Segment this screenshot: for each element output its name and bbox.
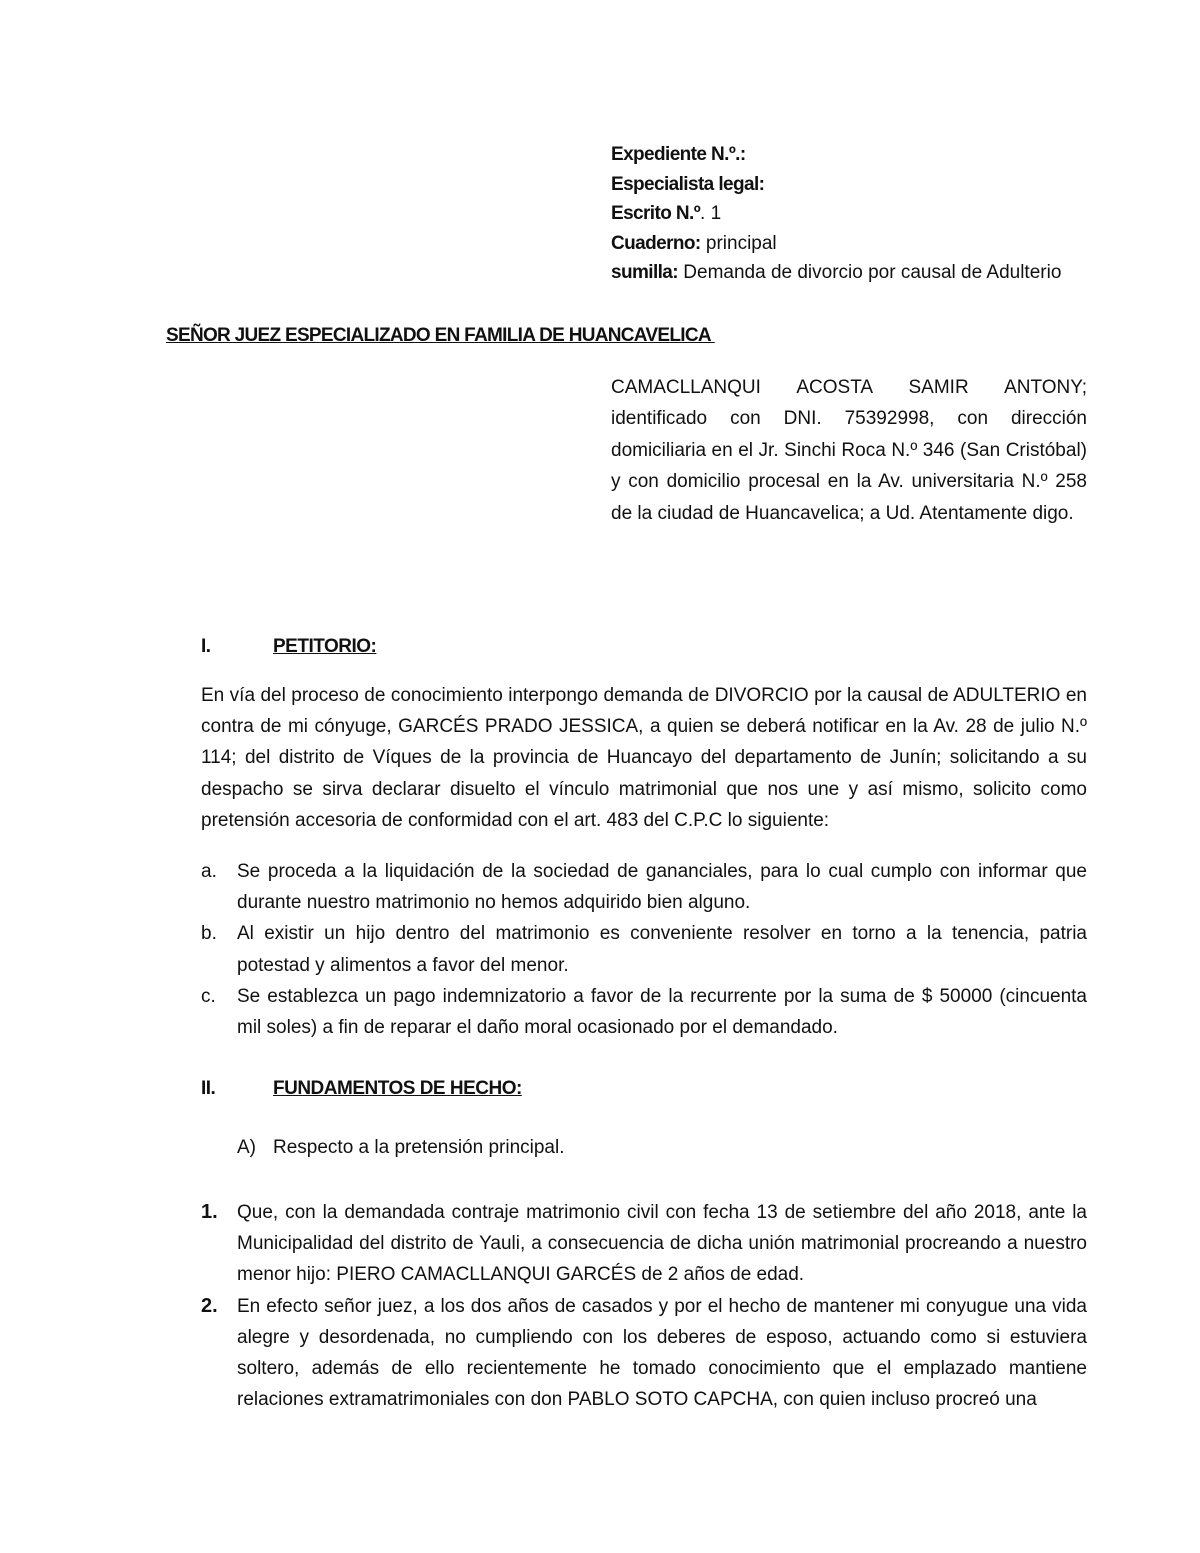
especialista-line: Especialista legal: <box>611 173 765 195</box>
case-header <box>611 140 1061 288</box>
document-page: Expediente N.º.: Especialista legal: Escrito N.º. 1 Cuaderno: principal sumilla: Demanda de divorcio por causal de Adulterio SEÑOR JUEZ ESPECIALIZADO EN FAMILIA DE HUANCAVELICA CAMACLLANQUI ACOSTA SAMIR ANTONY; identificado con DNI. 75392998, con dirección domiciliaria en el Jr. Sinchi Roca N.º 346 (San Cristóbal) y con domicilio procesal en la Av. universitaria N.º 258 de la ciudad de Huancavelica; a Ud. Atentamente digo. I. PETITORIO: En vía del proceso de conocimiento interpongo demanda de DIVORCIO por la causal de ADULTERIO en contra de mi cónyuge, GARCÉS PRADO JESSICA, a quien se deberá notificar en la Av. 28 de julio N.º 114; del distrito de Víques de la provincia de Huancayo del departamento de Junín; solicitando a su despacho se sirva declarar disuelto el vínculo matrimonial que nos une y así mismo, solicito como pretensión accesoria de conformidad con el art. 483 del C.P.C lo siguiente: a. Se proceda a la liquidación de la sociedad de gananciales, para lo cual cumplo con informar que durante nuestro matrimonio no hemos adquirido bien alguno. b. Al existir un hijo dentro del matrimonio es conveniente resolver en torno a la tenencia, patria potestad y alimentos a favor del menor. c. Se establezca un pago indemnizatorio a favor de la recurrente por la suma de $ 50000 (cincuenta mil soles) a fin de reparar el daño moral ocasionado por el demandado. II. FUNDAMENTOS DE HECHO: A) Respecto a la pretensión principal. 1. Que, con la demandada contraje matrimonio civil con fecha 13 de setiembre del año 2018, ante la Municipalidad del distrito de Yauli, a consecuencia de dicha unión matrimonial procreando a nuestro menor hijo: PIERO CAMACLLANQUI GARCÉS de 2 años de edad. 2. En efecto señor juez, a los dos años de casados y por el hecho de mantener mi conyugue una vida alegre y desordenada, no cumpliendo con los deberes de esposo, actuando como si estuviera soltero, además de ello recientemente he tomado conocimiento que el emplazado mantiene relaciones extramatrimoniales con don PABLO SOTO CAPCHA, con quien incluso procreó una <box>0 0 1200 1553</box>
cuaderno-line: Cuaderno: principal <box>611 232 777 254</box>
petitorio-paragraph: En vía del proceso de conocimiento interpongo demanda de DIVORCIO por la causal de ADULTERIO en contra de mi cónyuge, GARCÉS PRADO JESSICA, a quien se deberá notificar en la Av. 28 de julio N.º 114; del distrito de Víques de la provincia de Huancayo del departamento de Junín; solicitando a su despacho se sirva declarar disuelto el vínculo matrimonial que nos une y así mismo, solicito como pretensión accesoria de conformidad con el art. 483 del C.P.C lo siguiente: <box>201 685 1087 831</box>
court-addressee-title: SEÑOR JUEZ ESPECIALIZADO EN FAMILIA DE HUANCAVELICA <box>166 325 715 346</box>
list-item: a. Se proceda a la liquidación de la sociedad de gananciales, para lo cual cumplo con informar que durante nuestro matrimonio no hemos adquirido bien alguno. <box>201 861 1087 914</box>
list-item: 2. En efecto señor juez, a los dos años de casados y por el hecho de mantener mi conyugue una vida alegre y desordenada, no cumpliendo con los deberes de esposo, actuando como si estuviera soltero, además de ello recientemente he tomado conocimiento que el emplazado mantiene relaciones extramatrimoniales con don PABLO SOTO CAPCHA, con quien incluso procreó una <box>201 1294 1087 1411</box>
list-item: b. Al existir un hijo dentro del matrimonio es conveniente resolver en torno a la tenencia, patria potestad y alimentos a favor del menor. <box>201 923 1087 976</box>
facts-list <box>201 1197 1087 1415</box>
list-item: 1. Que, con la demandada contraje matrimonio civil con fecha 13 de setiembre del año 2018, ante la Municipalidad del distrito de Yauli, a consecuencia de dicha unión matrimonial procreando a nuestro menor hijo: PIERO CAMACLLANQUI GARCÉS de 2 años de edad. <box>201 1201 1087 1286</box>
escrito-line: Escrito N.º. 1 <box>611 203 722 224</box>
sumilla-line: sumilla: Demanda de divorcio por causal de Adulterio <box>611 262 1062 283</box>
subsection-principal: A) Respecto a la pretensión principal. <box>237 1137 565 1158</box>
petitorio-list <box>201 856 1087 1043</box>
plaintiff-identification: CAMACLLANQUI ACOSTA SAMIR ANTONY; identificado con DNI. 75392998, con dirección domiciliaria en el Jr. Sinchi Roca N.º 346 (San Cristóbal) y con domicilio procesal en la Av. universitaria N.º 258 de la ciudad de Huancavelica; a Ud. Atentamente digo. <box>611 377 1087 524</box>
expediente-line: Expediente N.º.: <box>611 144 746 165</box>
list-item: c. Se establezca un pago indemnizatorio a favor de la recurrente por la suma de $ 50000 (cincuenta mil soles) a fin de reparar el daño moral ocasionado por el demandado. <box>201 985 1087 1039</box>
